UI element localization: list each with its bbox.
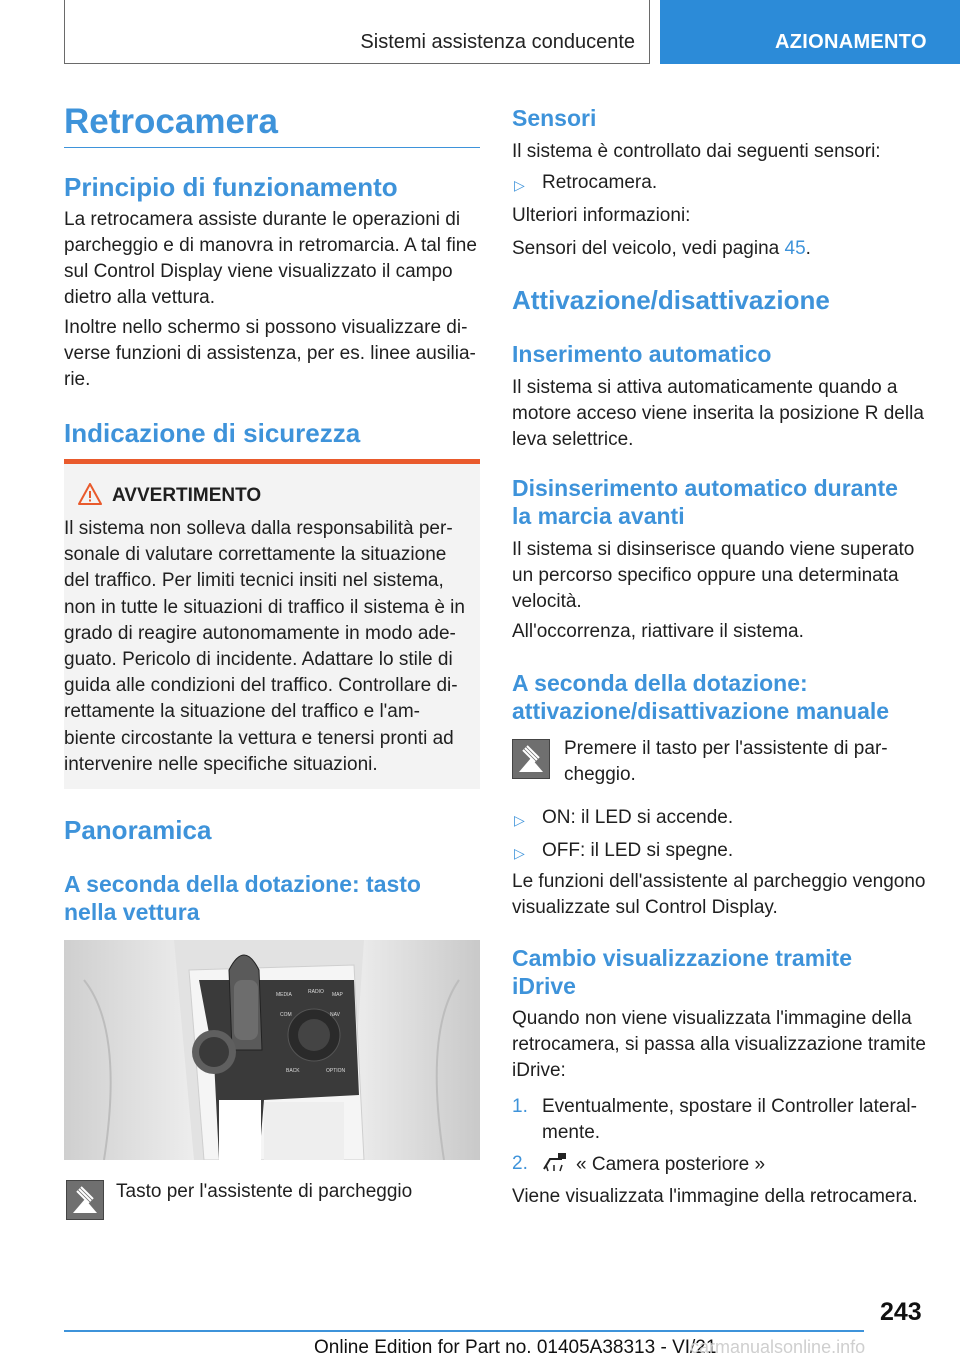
text-line: parcheggio e di manovra in retromarcia. A tal fine	[64, 235, 477, 256]
parking-assistant-icon	[66, 1180, 104, 1220]
center-console-photo	[64, 940, 480, 1160]
reactivate-text: All'occorrenza, riattivare il sistema.	[512, 621, 804, 642]
header-chapter-label: AZIONAMENTO	[775, 31, 927, 53]
step-number: 1.	[512, 1096, 528, 1117]
warning-text	[64, 516, 480, 778]
text-line: grado di reagire autonomamente in modo ade-	[64, 622, 456, 644]
parking-assistant-icon	[512, 739, 550, 779]
text-line: mente.	[542, 1122, 601, 1143]
heading-line: iDrive	[512, 973, 576, 999]
sensors-item: Retrocamera.	[542, 172, 658, 193]
paragraph-functions-display	[512, 869, 925, 921]
footer-edition: Online Edition for Part no. 01405A38313 - VI/21	[314, 1337, 717, 1358]
manual-press-text	[564, 736, 888, 788]
heading-line: Cambio visualizzazione tramite	[512, 945, 852, 971]
led-off-text: OFF: il LED si spegne.	[542, 840, 734, 861]
text-line: un percorso specifico oppure una determinata	[512, 565, 899, 586]
heading-line: attivazione/disattivazione manuale	[512, 698, 890, 724]
text-line: cheggio.	[564, 764, 636, 785]
heading-line: A seconda della dotazione:	[512, 670, 808, 696]
text-line: Il sistema si attiva automaticamente quando a	[512, 377, 898, 398]
text-line: La retrocamera assiste durante le operazioni di	[64, 209, 461, 230]
watermark: carmanualsonline.info	[690, 1337, 866, 1357]
paragraph-principle	[64, 207, 477, 311]
text-line: Le funzioni dell'assistente al parcheggio vengono	[512, 871, 926, 892]
text-line: verse funzioni di assistenza, per es. linee ausilia-	[64, 343, 476, 364]
button-label-media: MEDIA	[276, 992, 292, 998]
reference-text: Sensori del veicolo, vedi pagina	[512, 238, 785, 259]
heading-manual	[512, 669, 889, 725]
heading-idrive	[512, 944, 852, 1000]
text-line: motore acceso viene inserita la posizione R della	[512, 403, 924, 424]
warning-triangle-icon	[78, 483, 102, 505]
text-line: non in tutte le situazioni di traffico il sistema è in	[64, 596, 465, 618]
page-number: 243	[880, 1298, 922, 1326]
text-line: retrocamera, si passa alla visualizzazione tramite	[512, 1034, 926, 1055]
text-line: leva selettrice.	[512, 429, 634, 450]
heading-line: A seconda della dotazione: tasto	[64, 871, 421, 897]
text-line: Premere il tasto per l'assistente di par-	[564, 738, 888, 759]
header-chapter-tab[interactable]	[660, 0, 960, 64]
paragraph-auto-off	[512, 537, 914, 615]
text-line: sul Control Display viene visualizzato il campo	[64, 261, 453, 282]
header-section-box	[64, 0, 650, 64]
bullet-triangle-icon: ▷	[514, 177, 525, 193]
text-line: Quando non viene visualizzata l'immagine della	[512, 1008, 912, 1029]
heading-principle: Principio di funzionamento	[64, 172, 398, 202]
text-line: sonale di valutare correttamente la situazione	[64, 544, 447, 566]
reference-end: .	[805, 238, 811, 259]
text-line: intervenire nelle specifiche situazioni.	[64, 753, 378, 775]
text-line: biente circostante la vettura e tenersi pronti ad	[64, 727, 454, 749]
text-line: del traffico. Per limiti tecnici insiti nel sistema,	[64, 570, 444, 592]
step-1-text	[542, 1094, 917, 1146]
paragraph-auto-on	[512, 375, 924, 453]
button-label-map: MAP	[332, 992, 343, 998]
button-label-back: BACK	[286, 1068, 300, 1074]
text-line: Il sistema si disinserisce quando viene superato	[512, 539, 915, 560]
sensors-intro: Il sistema è controllato dai seguenti sensori:	[512, 141, 881, 162]
text-line: iDrive:	[512, 1060, 566, 1081]
photo-caption: Tasto per l'assistente di parcheggio	[116, 1181, 413, 1202]
title-rule	[64, 147, 480, 148]
text-line: velocità.	[512, 591, 582, 612]
heading-button-in-car	[64, 870, 421, 926]
text-line: dietro alla vettura.	[64, 287, 216, 308]
text-line: Eventualmente, spostare il Controller lateral-	[542, 1096, 917, 1117]
button-label-option: OPTION	[326, 1068, 346, 1074]
heading-auto-on: Inserimento automatico	[512, 341, 772, 367]
footer-rule	[64, 1330, 864, 1332]
button-label-radio: RADIO	[308, 989, 324, 995]
led-on-text: ON: il LED si accende.	[542, 807, 734, 828]
warning-bar	[64, 459, 480, 464]
sensors-reference	[512, 236, 811, 262]
heading-safety: Indicazione di sicurezza	[64, 418, 361, 448]
bullet-triangle-icon: ▷	[514, 812, 525, 828]
bullet-triangle-icon: ▷	[514, 845, 525, 861]
heading-overview: Panoramica	[64, 815, 212, 845]
paragraph-functions	[64, 315, 476, 393]
step-number: 2.	[512, 1153, 528, 1174]
page-title: Retrocamera	[64, 102, 278, 141]
heading-line: nella vettura	[64, 899, 200, 925]
step-2-text: « Camera posteriore »	[576, 1154, 766, 1175]
text-line: rie.	[64, 369, 91, 390]
text-line: Il sistema non solleva dalla responsabilità per-	[64, 518, 453, 539]
heading-auto-off	[512, 474, 898, 530]
rear-camera-icon	[542, 1151, 568, 1173]
result-text: Viene visualizzata l'immagine della retrocamera.	[512, 1186, 918, 1207]
header-section-title: Sistemi assistenza conducente	[360, 31, 635, 53]
text-line: guato. Pericolo di incidente. Adattare lo stile di	[64, 649, 453, 671]
text-line: guida alle condizioni del traffico. Controllare di-	[64, 675, 458, 697]
heading-line: Disinserimento automatico durante	[512, 475, 898, 501]
page-link-45[interactable]: 45	[784, 238, 806, 259]
text-line: visualizzate sul Control Display.	[512, 897, 778, 918]
warning-title: AVVERTIMENTO	[112, 485, 262, 506]
heading-sensors: Sensori	[512, 105, 597, 131]
button-label-nav: NAV	[330, 1012, 340, 1018]
heading-activation: Attivazione/disattivazione	[512, 285, 830, 315]
more-info-label: Ulteriori informazioni:	[512, 205, 691, 226]
text-line: Inoltre nello schermo si possono visualizzare di-	[64, 317, 468, 338]
warning-box	[64, 459, 480, 789]
text-line: rettamente la situazione del traffico e l'am-	[64, 701, 421, 723]
button-label-com: COM	[280, 1012, 292, 1018]
paragraph-idrive	[512, 1006, 926, 1084]
heading-line: la marcia avanti	[512, 503, 685, 529]
center-console-image	[64, 940, 480, 1160]
